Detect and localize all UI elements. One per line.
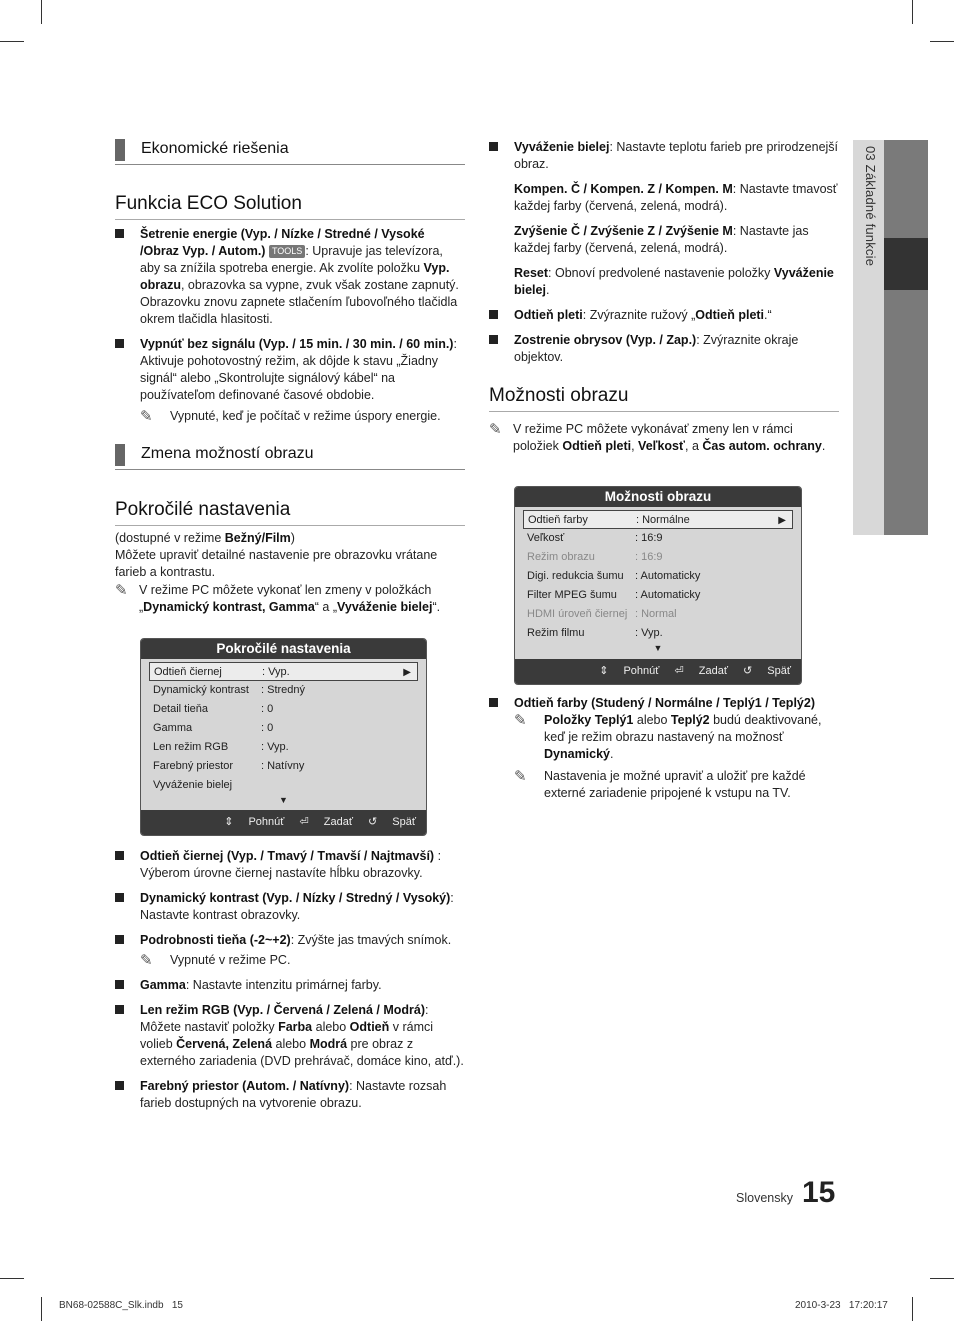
- crop-mark: [930, 41, 954, 42]
- note: ✎ Položky Teplý1 alebo Teplý2 budú deaktivované, keď je režim obrazu nastavený na možnosť Dynamický.: [514, 711, 822, 761]
- advanced-title: Pokročilé nastavenia: [115, 498, 465, 526]
- paragraph: Zvýšenie Č / Zvýšenie Z / Zvýšenie M: Nastavte jas každej farby (červená, zelená, modrá).: [514, 224, 809, 255]
- menu-item-gamma[interactable]: Gamma : 0: [153, 722, 274, 734]
- list-item: Odtieň pleti: Zvýraznite ružový „Odtieň pleti.“: [489, 307, 839, 324]
- menu-item-rgb-only[interactable]: Len režim RGB : Vyp.: [153, 741, 289, 753]
- back-hint: ↺ Späť: [743, 665, 791, 677]
- crop-mark: [930, 1278, 954, 1279]
- section-heading: Zmena možností obrazu: [115, 444, 465, 470]
- footer-language: Slovensky: [736, 1191, 793, 1205]
- list-item: Odtieň čiernej (Vyp. / Tmavý / Tmavší / Najtmavší) : Výberom úrovne čiernej nastavíte hĺbku obrazovky.: [115, 848, 465, 882]
- picture-options-menu: [514, 486, 802, 685]
- menu-title: Pokročilé nastavenia: [141, 639, 426, 659]
- list-item: Podrobnosti tieňa (-2~+2): Zvýšte jas tmavých snímok.: [115, 932, 465, 949]
- menu-item-hdmi-black: HDMI úroveň čiernej : Normal: [527, 608, 677, 620]
- back-hint: ↺ Späť: [368, 816, 416, 828]
- crop-mark: [0, 41, 24, 42]
- menu-item-picture-mode: Režim obrazu : 16:9: [527, 551, 663, 563]
- note-pencil-icon: ✎: [514, 711, 527, 729]
- note: ✎ Nastavenia je možné upraviť a uložiť pre každé externé zariadenie pripojené k vstupu na TV.: [514, 767, 806, 800]
- note-pencil-icon: ✎: [489, 420, 502, 438]
- paragraph: Kompen. Č / Kompen. Z / Kompen. M: Nastavte tmavosť každej farby (červená, zelená, modrá).: [514, 182, 838, 213]
- list-item: Vypnúť bez signálu (Vyp. / 15 min. / 30 min. / 60 min.): Aktivuje pohotovostný režim, ak dôjde k stavu „Žiadny signál“ alebo „Skontrolujte signálový kábel“ na používateľom definované časové obdobie.: [115, 336, 465, 404]
- crop-mark: [41, 0, 42, 24]
- list-item: Vyváženie bielej: Nastavte teplotu farieb pre prirodzenejší obraz.: [489, 139, 839, 173]
- note-pencil-icon: ✎: [514, 767, 527, 785]
- menu-item-size[interactable]: Veľkosť : 16:9: [527, 532, 663, 544]
- options-title: Možnosti obrazu: [489, 384, 839, 412]
- crop-mark: [912, 1297, 913, 1321]
- note: ✎ Vypnuté v režime PC.: [140, 951, 291, 969]
- menu-item-black-tone[interactable]: Odtieň čiernej : Vyp. ▶: [149, 662, 418, 681]
- menu-item-color-tone[interactable]: Odtieň farby : Normálne ▶: [523, 510, 793, 529]
- menu-item-white-balance[interactable]: Vyváženie bielej: [153, 779, 233, 791]
- arrow-right-icon: ▶: [778, 515, 786, 526]
- tools-icon: TOOLS: [269, 245, 305, 258]
- page-number: 15: [802, 1176, 836, 1209]
- crop-mark: [912, 0, 913, 24]
- eco-title: Funkcia ECO Solution: [115, 192, 465, 220]
- menu-footer: [141, 810, 426, 835]
- note-pencil-icon: ✎: [140, 407, 153, 425]
- menu-item-digital-noise[interactable]: Digi. redukcia šumu : Automaticky: [527, 570, 701, 582]
- menu-item-film-mode[interactable]: Režim filmu : Vyp.: [527, 627, 663, 639]
- list-item: Zostrenie obrysov (Vyp. / Zap.): Zvýraznite okraje objektov.: [489, 332, 839, 366]
- print-file-info: BN68-02588C_Slk.indb 15: [59, 1300, 183, 1311]
- note-pencil-icon: ✎: [140, 951, 153, 969]
- paragraph: Môžete upraviť detailné nastavenie pre obrazovku vrátane farieb a kontrastu.: [115, 548, 438, 579]
- list-item: Odtieň farby (Studený / Normálne / Teplý1 / Teplý2): [489, 695, 839, 712]
- arrow-right-icon: ▶: [403, 667, 411, 678]
- enter-hint: ⏎ Zadať: [674, 665, 728, 677]
- section-heading: Ekonomické riešenia: [115, 139, 465, 165]
- menu-footer: [515, 659, 801, 684]
- chapter-label: 03 Základné funkcie: [863, 146, 878, 267]
- move-hint: ⇕ Pohnúť: [224, 816, 285, 828]
- list-item: Šetrenie energie (Vyp. / Nízke / Stredné / Vysoké /Obraz Vyp. / Autom.) TOOLS : Upravuje jas televízora, aby sa znížila spotreba energie. Ak zvolíte položku Vyp. obrazu, obrazovka sa vypne, zvuk však zostane zapnutý. Obrazovku znovu zapnete stlačením ľubovoľného tlačidla okrem tlačidla hlasitosti.: [115, 226, 465, 328]
- crop-mark: [0, 1278, 24, 1279]
- note-pencil-icon: ✎: [115, 581, 128, 599]
- chapter-tab: [853, 140, 928, 535]
- menu-title: Možnosti obrazu: [515, 487, 801, 507]
- print-timestamp: 2010-3-23 17:20:17: [795, 1300, 888, 1311]
- scroll-down-icon[interactable]: ▼: [279, 795, 288, 805]
- menu-item-shadow-detail[interactable]: Detail tieňa : 0: [153, 703, 274, 715]
- scroll-down-icon[interactable]: ▼: [653, 643, 663, 653]
- menu-item-color-space[interactable]: Farebný priestor : Natívny: [153, 760, 305, 772]
- menu-item-dynamic-contrast[interactable]: Dynamický kontrast : Stredný: [153, 684, 306, 696]
- list-item: Len režim RGB (Vyp. / Červená / Zelená / Modrá): Môžete nastaviť položky Farba alebo Odtieň v rámci volieb Červená, Zelená alebo Modrá pre obraz z externého zariadenia (DVD prehrávač, domáce kino, atď.).: [115, 1002, 465, 1070]
- paragraph: (dostupné v režime Bežný/Film): [115, 531, 295, 545]
- paragraph: Reset: Obnoví predvolené nastavenie položky Vyváženie bielej.: [514, 266, 834, 297]
- note: ✎ Vypnuté, keď je počítač v režime úspory energie.: [140, 407, 441, 425]
- note: ✎ V režime PC môžete vykonať len zmeny v položkách „Dynamický kontrast, Gamma“ a „Vyváženie bielej“.: [115, 581, 441, 614]
- advanced-settings-menu: [140, 638, 427, 836]
- note: ✎ V režime PC môžete vykonávať zmeny len v rámci položiek Odtieň pleti, Veľkosť, a Čas autom. ochrany.: [489, 420, 826, 453]
- list-item: Gamma: Nastavte intenzitu primárnej farby.: [115, 977, 465, 994]
- menu-item-mpeg-noise[interactable]: Filter MPEG šumu : Automaticky: [527, 589, 701, 601]
- crop-mark: [41, 1297, 42, 1321]
- enter-hint: ⏎ Zadať: [299, 816, 353, 828]
- move-hint: ⇕ Pohnúť: [599, 665, 660, 677]
- list-item: Farebný priestor (Autom. / Natívny): Nastavte rozsah farieb dostupných na vytvorenie obrazu.: [115, 1078, 465, 1112]
- list-item: Dynamický kontrast (Vyp. / Nízky / Stredný / Vysoký): Nastavte kontrast obrazovky.: [115, 890, 465, 924]
